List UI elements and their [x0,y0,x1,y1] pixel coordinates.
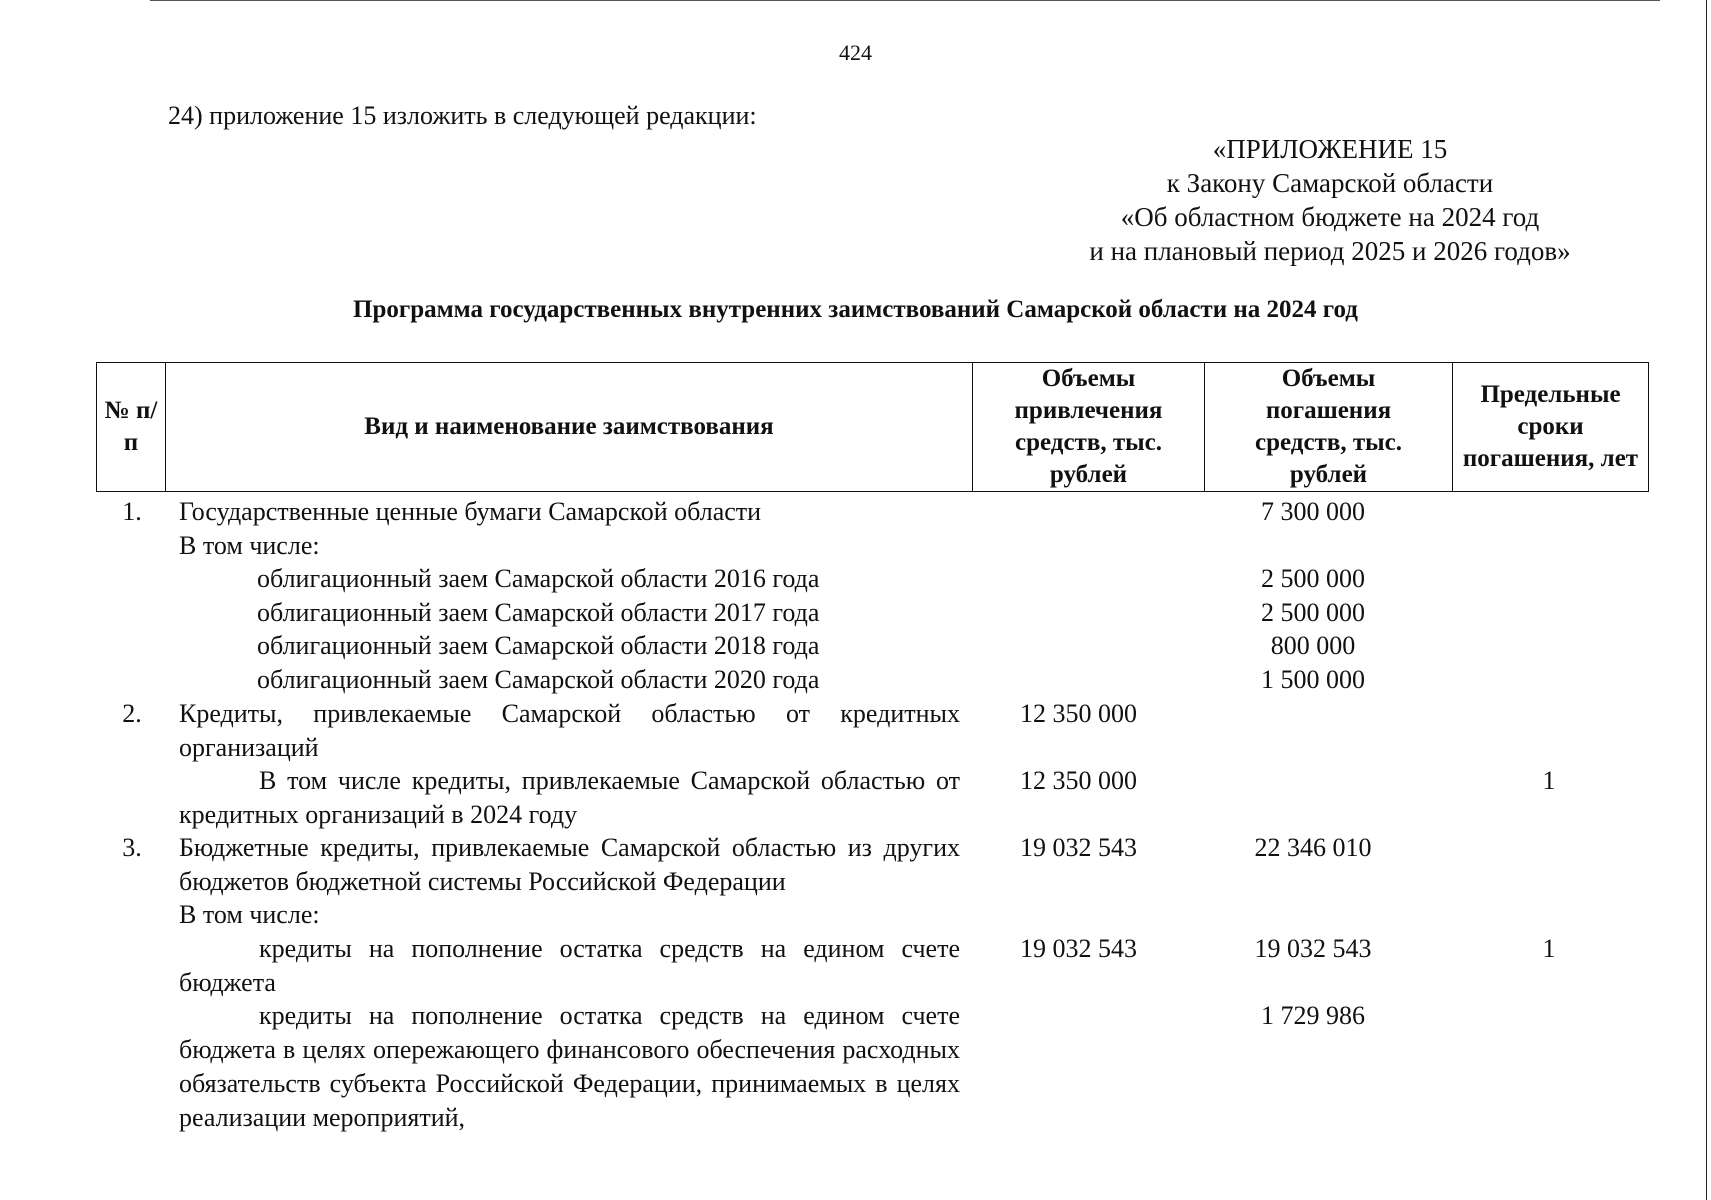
page-number: 424 [839,40,872,65]
row-name: Государственные ценные бумаги Самарской области [179,497,762,526]
annex-line: к Закону Самарской области [1166,168,1494,198]
row-name: В том числе: [179,900,320,929]
row-name: облигационный заем Самарской области 2020 года [257,665,820,694]
repay-value: 1 729 986 [1261,1001,1365,1030]
row-name: В том числе кредиты, привлекаемые Самарской областью от кредитных организаций в 2024 году [179,766,960,829]
row-number: 1. [122,497,142,526]
repay-value: 1 500 000 [1261,665,1365,694]
repay-value: 22 346 010 [1254,833,1372,862]
repay-value: 2 500 000 [1261,598,1365,627]
header-attract: Объемы привлечения средств, тыс. рублей [972,363,1204,491]
header-name: Вид и наименование заимствования [165,363,972,491]
row-name: Кредиты, привлекаемые Самарской областью от кредитных организаций [179,699,960,762]
term-value: 1 [1542,934,1556,963]
term-value: 1 [1542,766,1556,795]
row-number: 2. [122,699,142,728]
annex-header [1060,132,1600,268]
annex-line: «ПРИЛОЖЕНИЕ 15 [1212,134,1448,164]
annex-line: «Об областном бюджете на 2024 год [1120,202,1540,232]
row-name: В том числе: [179,531,320,560]
row-name: кредиты на пополнение остатка средств на едином счете бюджета в целях опережающего финансового обеспечения расходных обязательств субъекта Российской Федерации, принимаемых в целях реализации мероприятий, [179,1001,960,1132]
attract-value: 12 350 000 [1020,766,1137,795]
repay-value: 7 300 000 [1261,497,1365,526]
attract-value: 19 032 543 [1020,833,1137,862]
header-term: Предельные сроки погашения, лет [1452,363,1648,491]
row-name: облигационный заем Самарской области 2018 года [257,631,820,660]
header-repay: Объемы погашения средств, тыс. рублей [1204,363,1452,491]
document-title: Программа государственных внутренних заимствований Самарской области на 2024 год [353,296,1358,323]
scan-edge-top [150,0,1660,1]
intro-text: 24) приложение 15 изложить в следующей редакции: [168,101,757,130]
attract-value: 12 350 000 [1020,699,1137,728]
row-name: кредиты на пополнение остатка средств на едином счете бюджета [179,934,960,997]
attract-value: 19 032 543 [1020,934,1137,963]
row-name: облигационный заем Самарской области 2017 года [257,598,820,627]
row-name: облигационный заем Самарской области 2016 года [257,564,820,593]
repay-value: 19 032 543 [1254,934,1372,963]
repay-value: 2 500 000 [1261,564,1365,593]
row-name: Бюджетные кредиты, привлекаемые Самарской областью из других бюджетов бюджетной системы Российской Федерации [179,833,960,896]
row-number: 3. [122,833,142,862]
table-header [96,362,1649,492]
scan-edge-right [1706,0,1707,1200]
repay-value: 800 000 [1270,631,1356,660]
annex-line: и на плановый период 2025 и 2026 годов» [1089,236,1571,266]
header-num: № п/п [104,397,158,456]
